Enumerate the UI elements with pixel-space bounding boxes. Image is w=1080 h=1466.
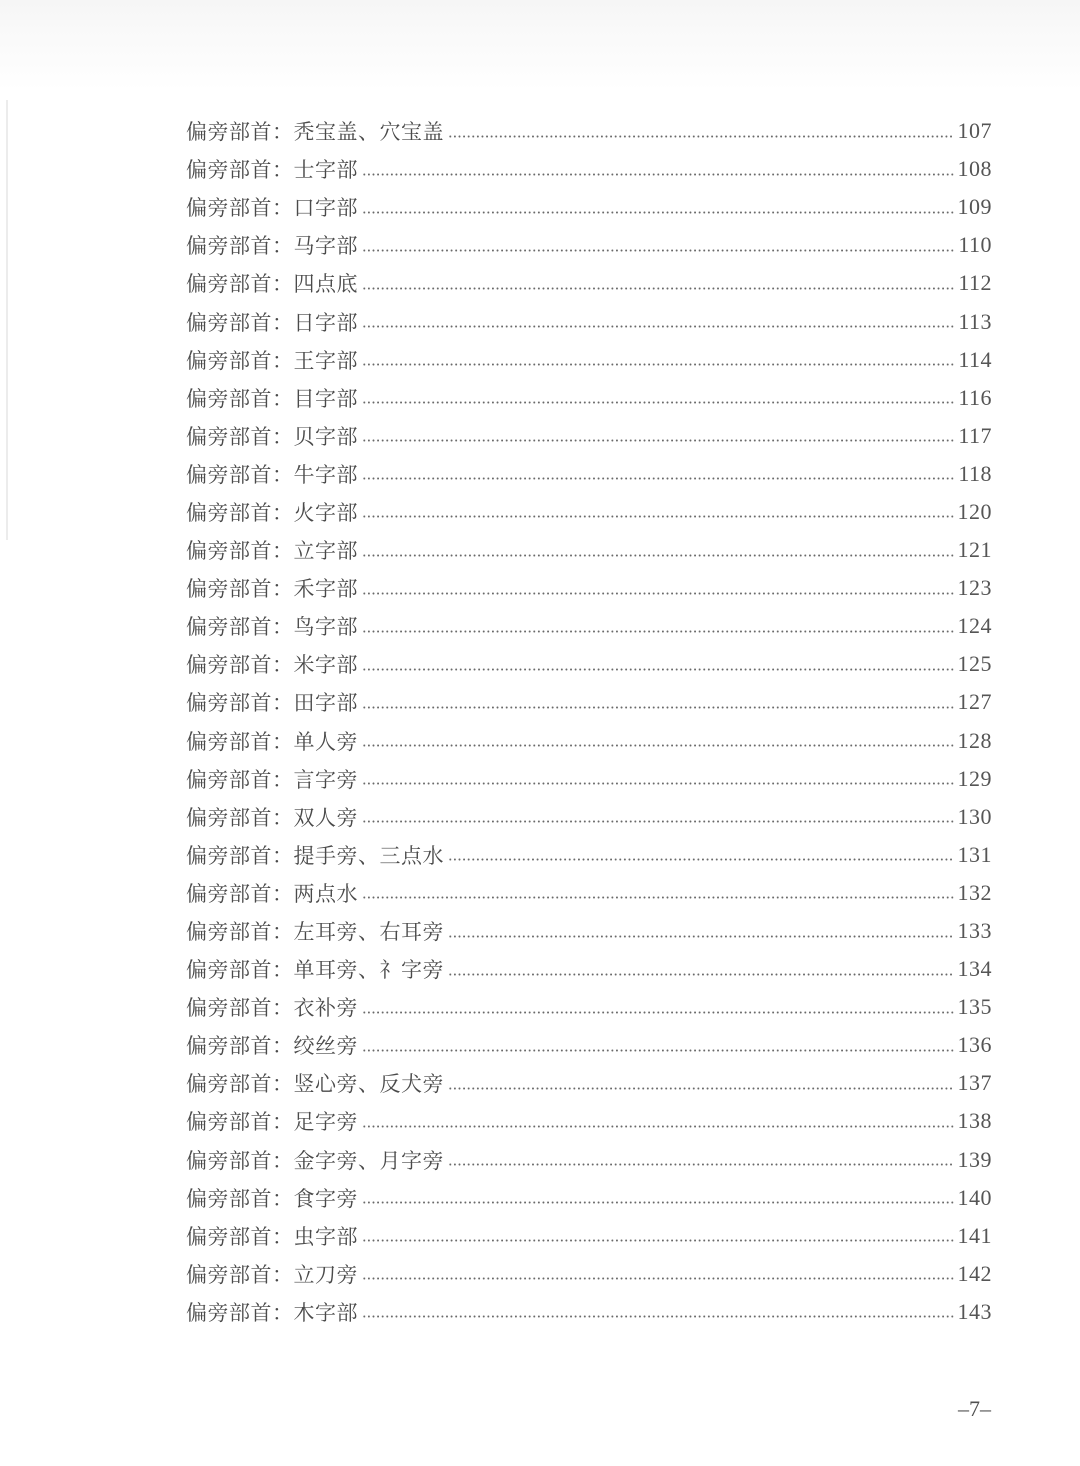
toc-entry-page: 138	[957, 1108, 992, 1134]
toc-entry-title: 士字部	[293, 158, 358, 183]
dot-leader	[448, 972, 954, 977]
toc-entry	[186, 1179, 992, 1217]
toc-entry	[186, 188, 992, 226]
toc-entry-prefix: 偏旁部首：	[186, 653, 294, 678]
toc-entry-prefix: 偏旁部首：	[186, 1148, 294, 1173]
toc-entry-title: 贝字部	[293, 424, 358, 449]
toc-entry-prefix: 偏旁部首：	[186, 348, 294, 373]
toc-entry-page: 125	[957, 651, 992, 677]
toc-entry	[186, 1064, 992, 1102]
scan-shading	[0, 0, 1080, 90]
dot-leader	[362, 819, 954, 824]
toc-entry-page: 136	[957, 1032, 992, 1058]
scan-edge	[6, 100, 8, 540]
toc-entry-page: 116	[958, 384, 992, 410]
toc-entry	[186, 1102, 992, 1140]
dot-leader	[362, 591, 954, 596]
dot-leader	[448, 934, 954, 939]
toc-entry-title: 单人旁	[293, 729, 358, 754]
dot-leader	[362, 743, 954, 748]
toc-entry	[186, 988, 992, 1026]
toc-entry-title: 马字部	[293, 234, 358, 259]
toc-entry	[186, 493, 992, 531]
dot-leader	[362, 1010, 954, 1015]
toc-entry-page: 137	[957, 1070, 992, 1096]
dot-leader	[362, 781, 954, 786]
toc-entry-prefix: 偏旁部首：	[186, 1224, 294, 1249]
dot-leader	[362, 1314, 954, 1319]
toc-entry-title: 秃宝盖、穴宝盖	[293, 120, 444, 145]
dot-leader	[362, 1124, 954, 1129]
dot-leader	[362, 438, 954, 443]
toc-entry-title: 禾字部	[293, 577, 358, 602]
toc-entry-prefix: 偏旁部首：	[186, 310, 294, 335]
toc-entry-title: 米字部	[293, 653, 358, 678]
dot-leader	[362, 172, 954, 177]
dot-leader	[362, 210, 954, 215]
toc-entry-title: 火字部	[293, 500, 358, 525]
toc-entry-page: 142	[957, 1260, 992, 1286]
toc-entry	[186, 1026, 992, 1064]
toc-entry	[186, 379, 992, 417]
toc-entry-title: 牛字部	[293, 462, 358, 487]
toc-entry-title: 目字部	[293, 386, 358, 411]
toc-entry	[186, 226, 992, 264]
toc-entry-title: 食字旁	[293, 1186, 358, 1211]
toc-entry-title: 立刀旁	[293, 1262, 358, 1287]
dot-leader	[362, 895, 954, 900]
toc-entry	[186, 1141, 992, 1179]
toc-entry-prefix: 偏旁部首：	[186, 158, 294, 183]
toc-entry-page: 128	[957, 727, 992, 753]
toc-entry-page: 123	[957, 575, 992, 601]
toc-entry-prefix: 偏旁部首：	[186, 272, 294, 297]
toc-entry-page: 127	[957, 689, 992, 715]
toc-entry	[186, 1255, 992, 1293]
toc-entry	[186, 912, 992, 950]
toc-entry-title: 田字部	[293, 691, 358, 716]
toc-entry	[186, 264, 992, 302]
toc-entry-prefix: 偏旁部首：	[186, 577, 294, 602]
toc-entry-title: 双人旁	[293, 805, 358, 830]
toc-entry-title: 王字部	[293, 348, 358, 373]
toc-entry-prefix: 偏旁部首：	[186, 691, 294, 716]
dot-leader	[362, 1200, 954, 1205]
toc-entry-prefix: 偏旁部首：	[186, 615, 294, 640]
toc-entry	[186, 645, 992, 683]
toc-entry-prefix: 偏旁部首：	[186, 1110, 294, 1135]
toc-entry	[186, 760, 992, 798]
toc-entry-prefix: 偏旁部首：	[186, 234, 294, 259]
toc-entry-page: 110	[958, 232, 992, 258]
toc-entry-title: 足字旁	[293, 1110, 358, 1135]
dot-leader	[362, 553, 954, 558]
dot-leader	[448, 1086, 954, 1091]
toc-entry	[186, 1217, 992, 1255]
toc-entry	[186, 1293, 992, 1331]
toc-entry-prefix: 偏旁部首：	[186, 386, 294, 411]
toc-entry-title: 竖心旁、反犬旁	[293, 1072, 444, 1097]
toc-entry-page: 112	[958, 270, 992, 296]
toc-entry-prefix: 偏旁部首：	[186, 881, 294, 906]
toc-entry-page: 132	[957, 879, 992, 905]
toc-entry	[186, 341, 992, 379]
toc-entry	[186, 150, 992, 188]
dot-leader	[362, 476, 954, 481]
toc-entry	[186, 112, 992, 150]
toc-entry	[186, 798, 992, 836]
toc-entry-prefix: 偏旁部首：	[186, 462, 294, 487]
toc-entry-title: 鸟字部	[293, 615, 358, 640]
toc-entry-page: 129	[957, 765, 992, 791]
toc-entry-page: 108	[957, 156, 992, 182]
toc-entry-page: 133	[957, 918, 992, 944]
toc-entry	[186, 874, 992, 912]
dot-leader	[362, 667, 954, 672]
toc-entry	[186, 531, 992, 569]
toc-entry-page: 130	[957, 803, 992, 829]
toc-entry	[186, 607, 992, 645]
toc-entry-title: 言字旁	[293, 767, 358, 792]
toc-entry-prefix: 偏旁部首：	[186, 843, 294, 868]
toc-entry	[186, 569, 992, 607]
toc-entry-page: 109	[957, 194, 992, 220]
toc-entry-page: 139	[957, 1146, 992, 1172]
toc-entry	[186, 302, 992, 340]
toc-entry-page: 131	[957, 841, 992, 867]
dot-leader	[448, 134, 954, 139]
toc-entry-prefix: 偏旁部首：	[186, 1186, 294, 1211]
toc-entry-page: 113	[958, 308, 992, 334]
toc-entry-title: 左耳旁、右耳旁	[293, 920, 444, 945]
toc-entry-title: 提手旁、三点水	[293, 843, 444, 868]
dot-leader	[362, 362, 954, 367]
dot-leader	[362, 514, 954, 519]
toc-entry-prefix: 偏旁部首：	[186, 424, 294, 449]
dot-leader	[362, 629, 954, 634]
toc-entry-title: 单耳旁、礻字旁	[293, 958, 444, 983]
toc-entry-page: 120	[957, 498, 992, 524]
dot-leader	[362, 705, 954, 710]
table-of-contents	[186, 112, 992, 1331]
dot-leader	[362, 1238, 954, 1243]
toc-entry-title: 立字部	[293, 539, 358, 564]
toc-entry-page: 134	[957, 956, 992, 982]
toc-entry-title: 四点底	[293, 272, 358, 297]
toc-entry-title: 绞丝旁	[293, 1034, 358, 1059]
dot-leader	[448, 857, 954, 862]
toc-entry-prefix: 偏旁部首：	[186, 958, 294, 983]
toc-entry-prefix: 偏旁部首：	[186, 996, 294, 1021]
toc-entry-prefix: 偏旁部首：	[186, 767, 294, 792]
toc-entry-title: 衣补旁	[293, 996, 358, 1021]
toc-entry-prefix: 偏旁部首：	[186, 1262, 294, 1287]
dot-leader	[362, 324, 954, 329]
toc-entry-prefix: 偏旁部首：	[186, 196, 294, 221]
toc-entry	[186, 455, 992, 493]
toc-entry-page: 143	[957, 1298, 992, 1324]
toc-entry	[186, 836, 992, 874]
toc-entry	[186, 950, 992, 988]
dot-leader	[362, 1048, 954, 1053]
toc-entry-title: 金字旁、月字旁	[293, 1148, 444, 1173]
toc-entry-prefix: 偏旁部首：	[186, 539, 294, 564]
toc-entry-page: 107	[957, 118, 992, 144]
toc-entry-page: 141	[957, 1222, 992, 1248]
toc-entry-prefix: 偏旁部首：	[186, 920, 294, 945]
toc-entry-page: 121	[957, 537, 992, 563]
toc-entry-page: 114	[958, 346, 992, 372]
toc-entry-title: 木字部	[293, 1300, 358, 1325]
page-number: –7–	[958, 1396, 991, 1421]
toc-entry-prefix: 偏旁部首：	[186, 1034, 294, 1059]
toc-entry-prefix: 偏旁部首：	[186, 805, 294, 830]
toc-entry-page: 140	[957, 1184, 992, 1210]
toc-entry-page: 117	[958, 422, 992, 448]
toc-entry-prefix: 偏旁部首：	[186, 120, 294, 145]
toc-entry	[186, 722, 992, 760]
dot-leader	[362, 248, 954, 253]
toc-entry-title: 虫字部	[293, 1224, 358, 1249]
toc-entry	[186, 417, 992, 455]
toc-entry-prefix: 偏旁部首：	[186, 1072, 294, 1097]
dot-leader	[448, 1162, 954, 1167]
toc-entry	[186, 683, 992, 721]
toc-entry-title: 日字部	[293, 310, 358, 335]
dot-leader	[362, 286, 954, 291]
toc-entry-prefix: 偏旁部首：	[186, 500, 294, 525]
toc-entry-page: 118	[958, 460, 992, 486]
toc-entry-page: 135	[957, 994, 992, 1020]
dot-leader	[362, 400, 954, 405]
dot-leader	[362, 1276, 954, 1281]
toc-entry-page: 124	[957, 613, 992, 639]
toc-entry-prefix: 偏旁部首：	[186, 729, 294, 754]
toc-entry-prefix: 偏旁部首：	[186, 1300, 294, 1325]
toc-entry-title: 口字部	[293, 196, 358, 221]
toc-entry-title: 两点水	[293, 881, 358, 906]
